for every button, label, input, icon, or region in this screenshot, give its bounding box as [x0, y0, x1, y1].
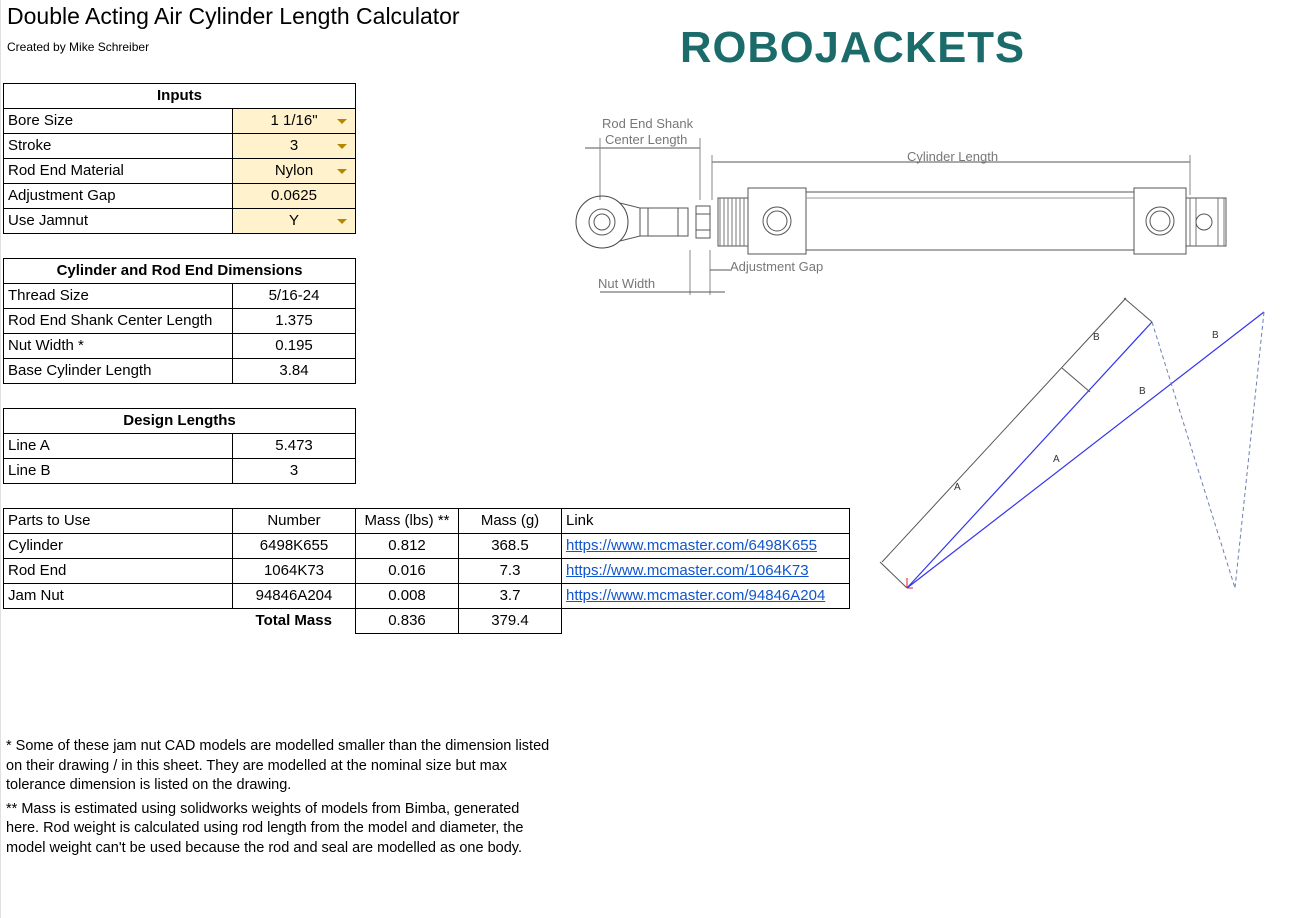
mass-g-header: Mass (g): [459, 509, 562, 534]
part-number: 94846A204: [233, 584, 356, 609]
bore-size-select[interactable]: 1 1/16": [233, 109, 356, 134]
part-name: Rod End: [4, 559, 233, 584]
mcmaster-link-cylinder[interactable]: https://www.mcmaster.com/6498K655: [566, 537, 817, 554]
part-mass-lbs: 0.812: [356, 534, 459, 559]
table-row: [4, 359, 356, 384]
sheet-title: Double Acting Air Cylinder Length Calculator: [7, 3, 460, 29]
rod-end-label-2: Center Length: [605, 132, 688, 147]
sheet-left-border: [0, 0, 1, 918]
table-row: [4, 309, 356, 334]
adjustment-gap-input[interactable]: 0.0625: [233, 184, 356, 209]
design-label: Line B: [4, 459, 233, 484]
design-value: 3: [233, 459, 356, 484]
input-row-use-jamnut: [4, 209, 356, 234]
design-lengths-table: [3, 408, 356, 484]
dropdown-arrow-icon[interactable]: [337, 219, 347, 224]
part-name: Jam Nut: [4, 584, 233, 609]
dimension-value: 1.375: [233, 309, 356, 334]
table-row: [4, 534, 850, 559]
part-number: 1064K73: [233, 559, 356, 584]
table-row: [4, 434, 356, 459]
design-label: Line A: [4, 434, 233, 459]
part-mass-g: 7.3: [459, 559, 562, 584]
logo-text: ROBOJACKETS: [680, 23, 1025, 68]
input-row-adjustment-gap: [4, 184, 356, 209]
design-lengths-heading: Design Lengths: [4, 409, 356, 434]
part-number: 6498K655: [233, 534, 356, 559]
inputs-heading: Inputs: [4, 84, 356, 109]
sheet-subtitle: Created by Mike Schreiber: [7, 40, 150, 54]
input-label: Rod End Material: [4, 159, 233, 184]
nut-width-label: Nut Width: [598, 276, 656, 291]
input-label: Stroke: [4, 134, 233, 159]
table-row: [4, 559, 850, 584]
robojackets-logo: [680, 22, 1030, 68]
dimension-label: Rod End Shank Center Length: [4, 309, 233, 334]
footnote-mass: ** Mass is estimated using solidworks weights of models from Bimba, generated here. Rod weight is calculated using rod length from the model and diameter, the model weight can't be used because the rod and seal are modelled as one body.: [6, 800, 524, 856]
table-row: [4, 284, 356, 309]
cylinder-length-label: Cylinder Length: [907, 149, 999, 164]
dimension-value: 0.195: [233, 334, 356, 359]
total-mass-lbs: 0.836: [356, 609, 459, 634]
sketch-label-a: A: [954, 482, 961, 493]
link-header: Link: [562, 509, 850, 534]
input-label: Bore Size: [4, 109, 233, 134]
dimensions-heading: Cylinder and Rod End Dimensions: [4, 259, 356, 284]
dimension-label: Nut Width *: [4, 334, 233, 359]
dropdown-arrow-icon[interactable]: [337, 144, 347, 149]
sketch-label-b3: B: [1212, 330, 1219, 341]
linkage-geometry-sketch: [860, 290, 1280, 610]
sketch-label-b: B: [1093, 332, 1100, 343]
dropdown-arrow-icon[interactable]: [337, 169, 347, 174]
input-label: Adjustment Gap: [4, 184, 233, 209]
design-value: 5.473: [233, 434, 356, 459]
input-row-rod-end-material: [4, 159, 356, 184]
part-mass-g: 368.5: [459, 534, 562, 559]
table-row: [4, 459, 356, 484]
adjustment-gap-label: Adjustment Gap: [730, 259, 824, 274]
dimension-value: 5/16-24: [233, 284, 356, 309]
input-label: Use Jamnut: [4, 209, 233, 234]
part-mass-g: 3.7: [459, 584, 562, 609]
dimensions-table: [3, 258, 356, 384]
cylinder-drawing: [570, 110, 1270, 300]
parts-header-row: [4, 509, 850, 534]
footnote-nut-width: * Some of these jam nut CAD models are modelled smaller than the dimension listed on their drawing / in this sheet. They are modelled at the nominal size but max tolerance dimension is listed on the drawing.: [6, 738, 550, 793]
total-row: [4, 609, 850, 634]
use-jamnut-select[interactable]: Y: [233, 209, 356, 234]
mcmaster-link-rod-end[interactable]: https://www.mcmaster.com/1064K73: [566, 562, 809, 579]
dimension-label: Base Cylinder Length: [4, 359, 233, 384]
mass-lbs-header: Mass (lbs) **: [356, 509, 459, 534]
stroke-select[interactable]: 3: [233, 134, 356, 159]
dimension-value: 3.84: [233, 359, 356, 384]
number-header: Number: [233, 509, 356, 534]
inputs-table: [3, 83, 356, 234]
part-mass-lbs: 0.008: [356, 584, 459, 609]
sketch-label-a2: A: [1053, 454, 1060, 465]
table-row: [4, 334, 356, 359]
part-name: Cylinder: [4, 534, 233, 559]
sketch-label-b2: B: [1139, 386, 1146, 397]
total-mass-g: 379.4: [459, 609, 562, 634]
dimension-label: Thread Size: [4, 284, 233, 309]
input-row-bore-size: [4, 109, 356, 134]
part-mass-lbs: 0.016: [356, 559, 459, 584]
table-row: [4, 584, 850, 609]
input-row-stroke: [4, 134, 356, 159]
parts-table: [3, 508, 850, 634]
parts-header: Parts to Use: [4, 509, 233, 534]
total-mass-label: Total Mass: [255, 612, 332, 630]
rod-end-material-select[interactable]: Nylon: [233, 159, 356, 184]
dropdown-arrow-icon[interactable]: [337, 119, 347, 124]
rod-end-label-1: Rod End Shank: [602, 116, 694, 131]
mcmaster-link-jam-nut[interactable]: https://www.mcmaster.com/94846A204: [566, 587, 826, 604]
footnotes: [6, 737, 556, 862]
